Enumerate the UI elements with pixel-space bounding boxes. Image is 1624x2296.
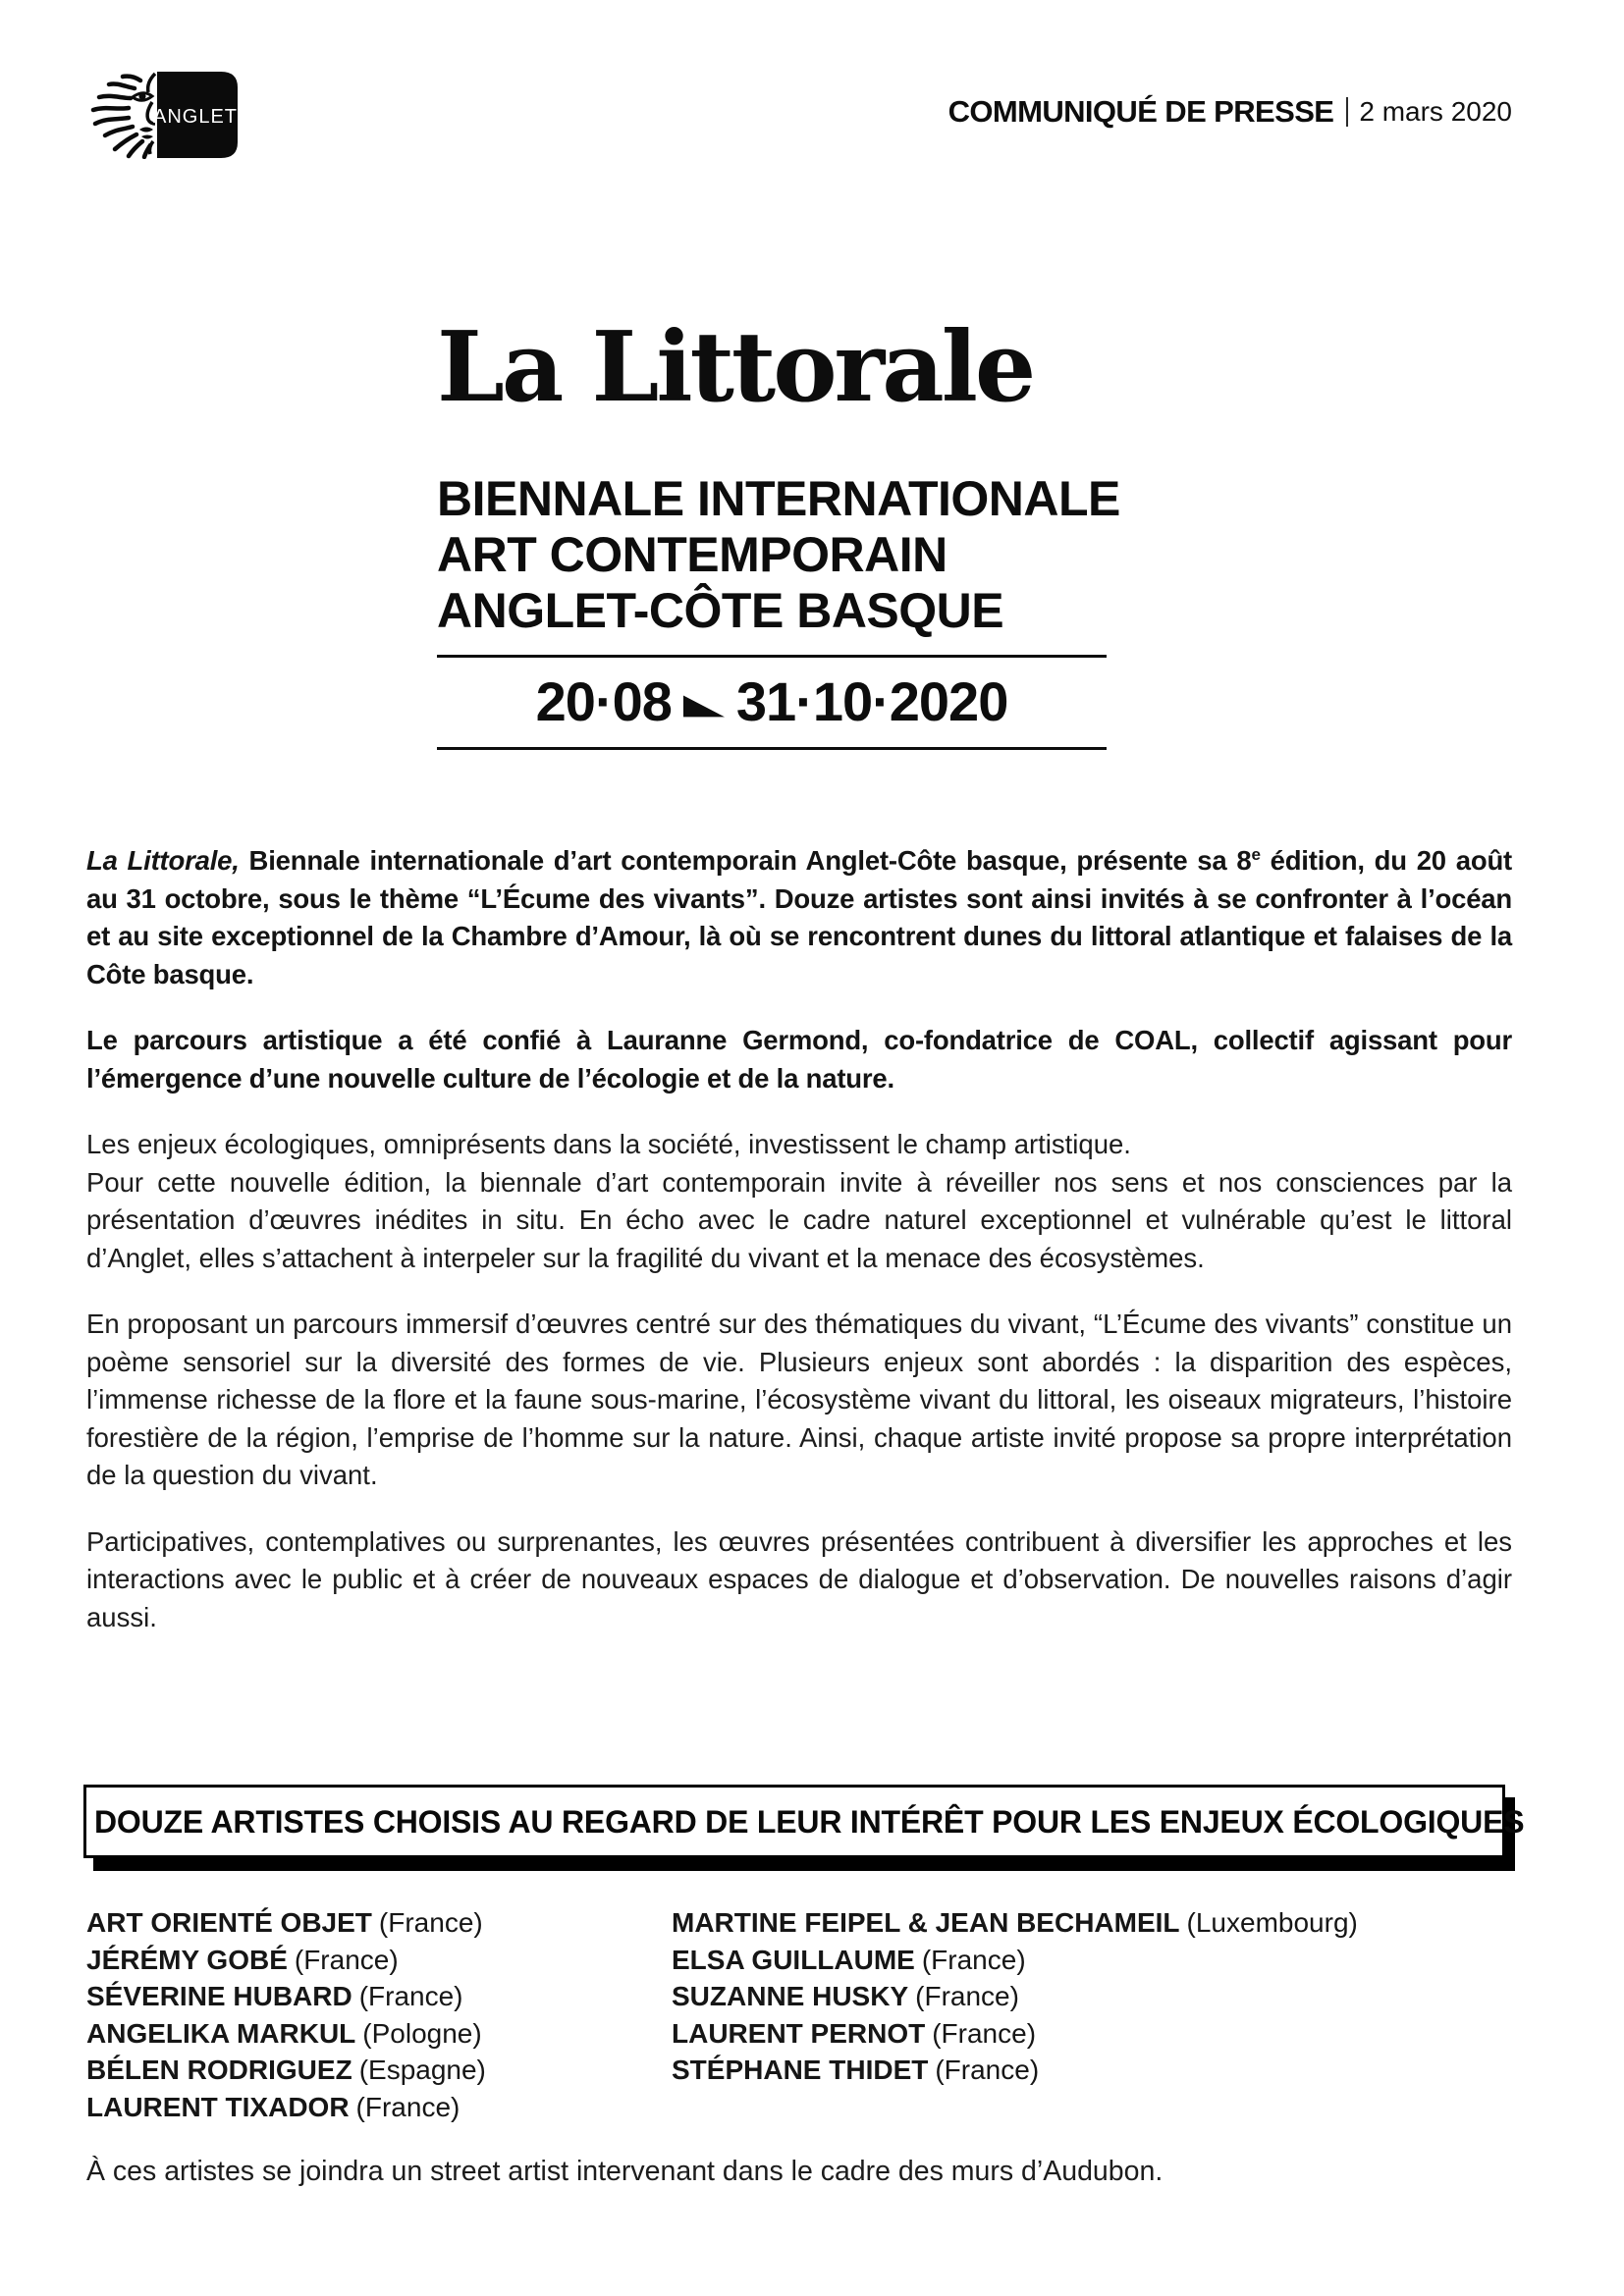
artist-item: SUZANNE HUSKY (France)	[672, 1981, 1019, 2011]
artist-item: STÉPHANE THIDET (France)	[672, 2055, 1040, 2085]
date-rule-bottom	[437, 747, 1107, 750]
press-release-label: COMMUNIQUÉ DE PRESSE	[947, 94, 1334, 129]
curator-paragraph: Le parcours artistique a été confié à Lauranne Germond, co-fondatrice de COAL, collectif agissant pour l’émergence d’une nouvelle culture de l’écologie et de la nature.	[86, 1025, 1512, 1094]
artist-item: JÉRÉMY GOBÉ (France)	[86, 1944, 399, 1975]
event-title: La Littorale	[437, 311, 1034, 424]
arrow-right-icon	[683, 693, 725, 718]
artist-item: LAURENT PERNOT (France)	[672, 2017, 1037, 2049]
works-paragraph: Participatives, contemplatives ou surprenantes, les œuvres présentées contribuent à diversifier les approches et les interactions avec le public et à créer de nouveaux espaces de dialogue et d’observation. De nouvelles raisons d’agir aussi.	[86, 1525, 1512, 1632]
anglet-logo	[83, 71, 239, 159]
date-end: 31·10·2020	[735, 670, 1008, 732]
artist-column-left	[86, 1904, 672, 2125]
body-text	[86, 842, 1512, 1665]
context-paragraph: Les enjeux écologiques, omniprésents dans la société, investissent le champ artistique. Pour cette nouvelle édition, la biennale d’art contemporain invite à réveiller nos sens et nos consciences par la présentation d’œuvres inédites in situ. En écho avec le cadre naturel exceptionnel et vulnérable qu’est le littoral d’Anglet, elles s’attachent à interpeler sur la fragilité du vivant et la menace des écosystèmes.	[86, 1129, 1512, 1273]
theme-paragraph: En proposant un parcours immersif d’œuvres centré sur des thématiques du vivant, “L’Écume des vivants” constitue un poème sensoriel sur la diversité des formes de vie. Plusieurs enjeux sont abordés : la disparition des espèces, l’immense richesse de la flore et la faune sous-marine, l’écosystème vivant du littoral, les oiseaux migrateurs, l’histoire forestière de la région, l’emprise de l’homme sur la nature. Ainsi, chaque artiste invité propose sa propre interprétation de la question du vivant.	[86, 1308, 1512, 1490]
logo-wordmark: ANGLET	[152, 106, 239, 128]
title-block	[437, 311, 1120, 750]
artists-list	[86, 1904, 1512, 2125]
press-release-date: 2 mars 2020	[1359, 96, 1512, 127]
header-separator	[1346, 97, 1348, 127]
intro-paragraph: La Littorale, Biennale internationale d’art contemporain Anglet-Côte basque, présente sa 8e édition, du 20 août au 31 octobre, sous le thème “L’Écume des vivants”. Douze artistes sont ainsi invités à se confronter à l’océan et au site exceptionnel de la Chambre d’Amour, là où se rencontrent dunes du littoral atlantique et falaises de la Côte basque.	[86, 844, 1512, 989]
event-subtitle-line-3: ANGLET-CÔTE BASQUE	[437, 583, 1004, 638]
date-start: 20·08	[535, 670, 672, 732]
event-subtitle	[437, 471, 1120, 639]
event-subtitle-line-1: BIENNALE INTERNATIONALE	[437, 471, 1120, 526]
artist-item: LAURENT TIXADOR (France)	[86, 2091, 460, 2122]
street-artist-note: À ces artistes se joindra un street artist intervenant dans le cadre des murs d’Audubon.	[86, 2156, 1164, 2187]
artist-item: ELSA GUILLAUME (France)	[672, 1944, 1026, 1975]
artist-item: BÉLEN RODRIGUEZ (Espagne)	[86, 2055, 486, 2085]
artist-item: ART ORIENTÉ OBJET (France)	[86, 1907, 483, 1938]
artist-item: MARTINE FEIPEL & JEAN BECHAMEIL (Luxembourg)	[672, 1907, 1358, 1938]
event-subtitle-line-2: ART CONTEMPORAIN	[437, 527, 947, 582]
artist-column-right	[672, 1904, 1512, 2125]
header	[948, 94, 1512, 130]
intro-lead: La Littorale,	[86, 845, 240, 876]
sun-face-icon	[93, 77, 150, 157]
artist-item: SÉVERINE HUBARD (France)	[86, 1981, 463, 2011]
artist-item: ANGELIKA MARKUL (Pologne)	[86, 2017, 482, 2049]
date-range	[437, 658, 1107, 747]
artists-heading-box	[83, 1785, 1525, 1858]
artists-heading: DOUZE ARTISTES CHOISIS AU REGARD DE LEUR INTÉRÊT POUR LES ENJEUX ÉCOLOGIQUES	[94, 1804, 1525, 1840]
